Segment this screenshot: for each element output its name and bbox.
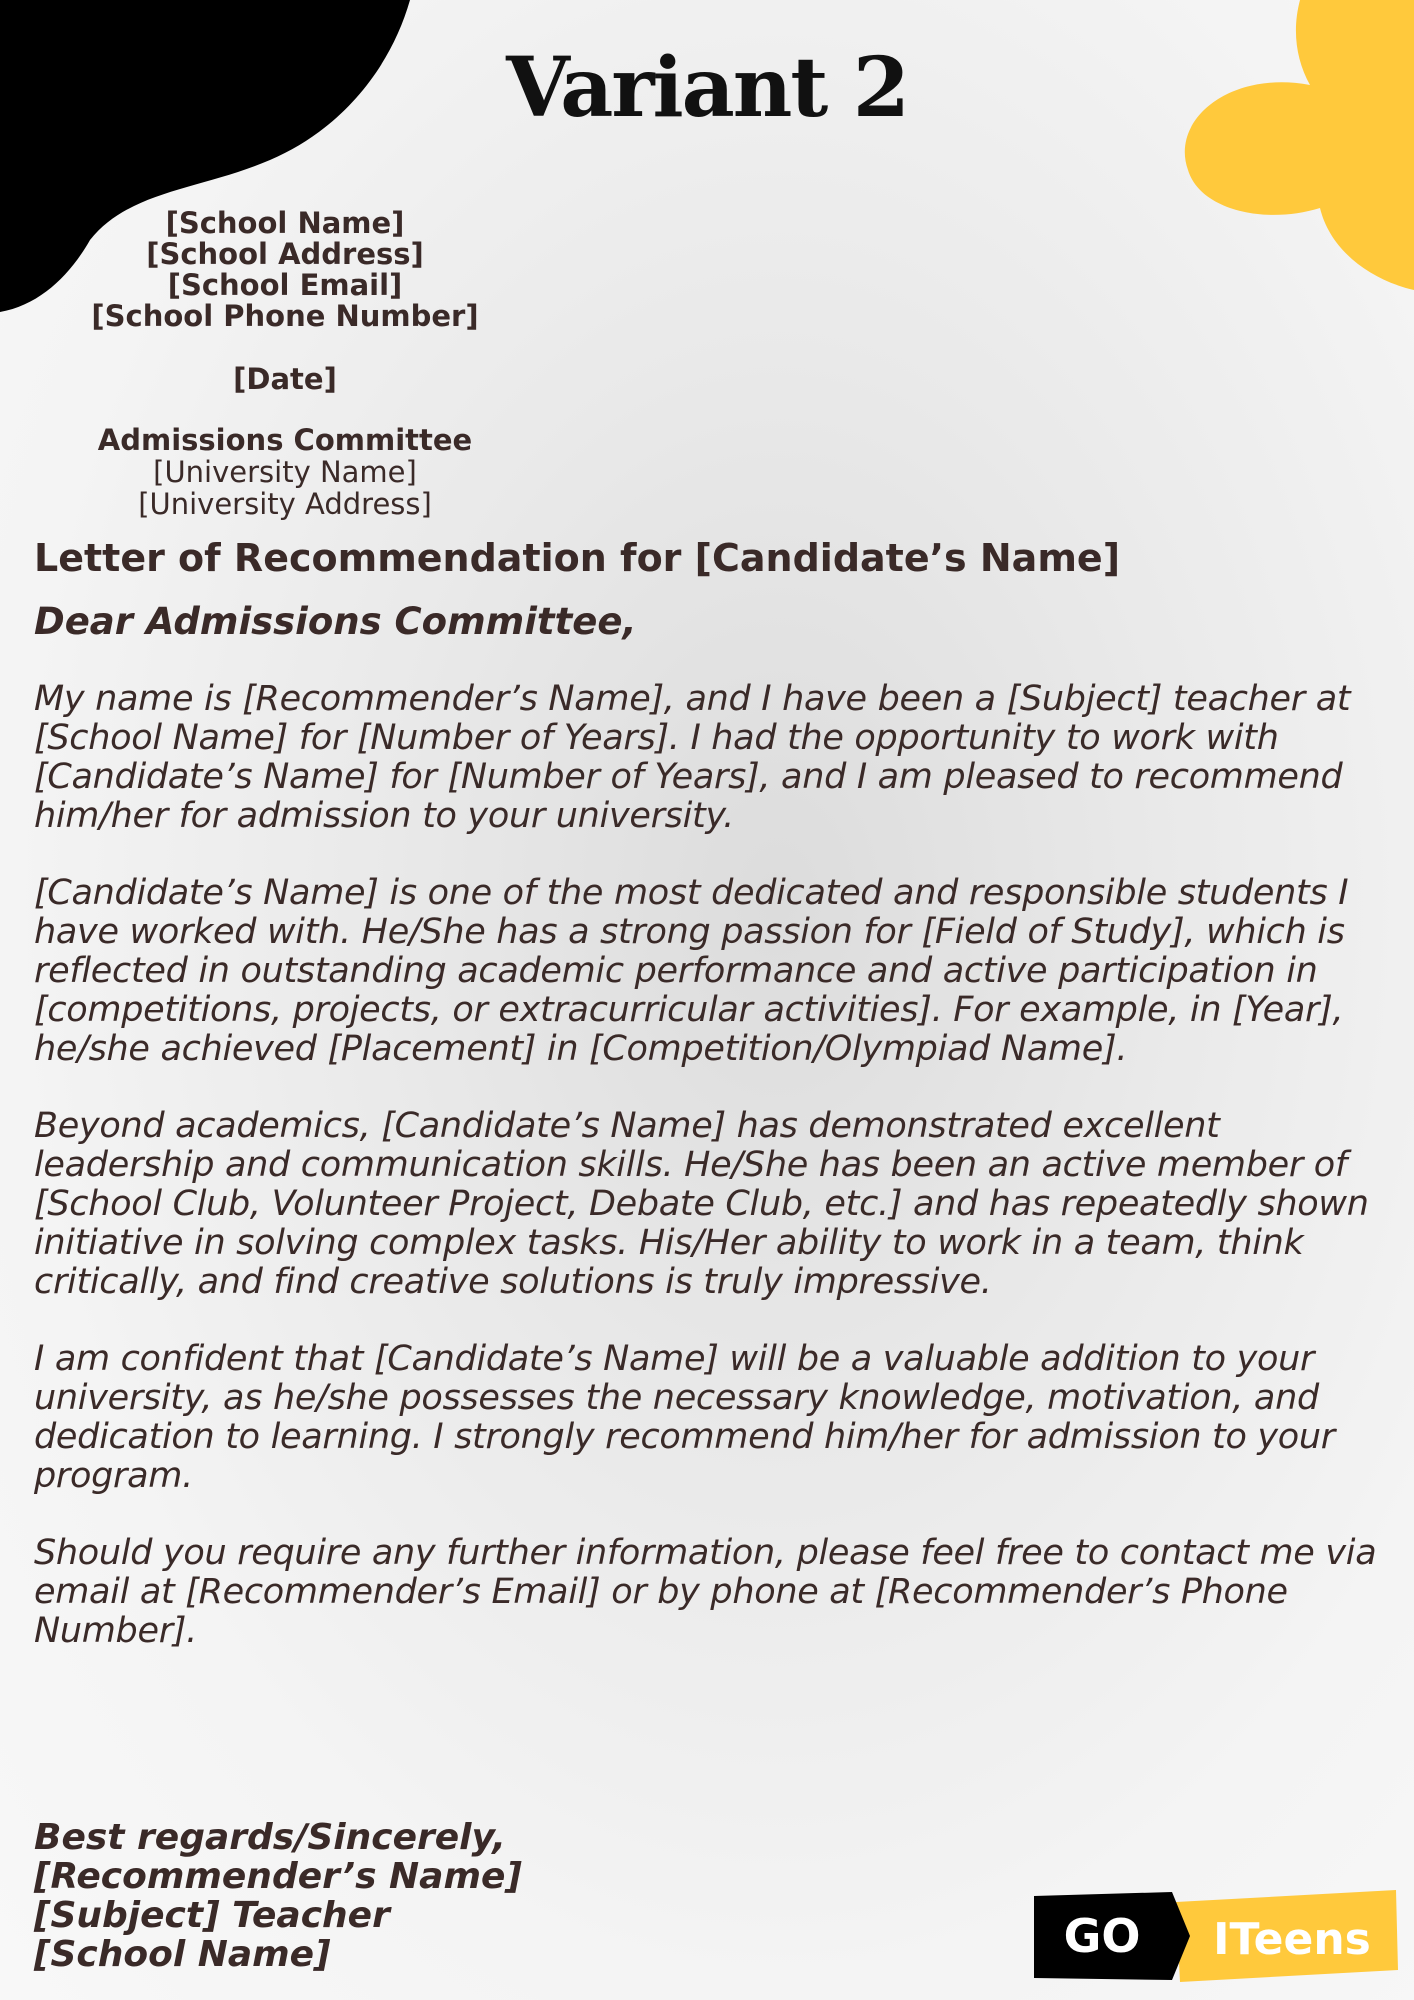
school-name: [School Name]	[165, 206, 405, 240]
recommender-role: [Subject] Teacher	[34, 1895, 390, 1936]
page-title: Variant 2	[506, 40, 908, 136]
letter-body	[34, 680, 1384, 1689]
sender-header	[70, 208, 500, 520]
school-email: [School Email]	[167, 268, 403, 302]
school-phone: [School Phone Number]	[91, 299, 479, 333]
letter-title: Letter of Recommendation for [Candidate’s Name]	[34, 536, 1121, 580]
recipient-committee: Admissions Committee	[97, 423, 473, 457]
paragraph: Beyond academics, [Candidate’s Name] has demonstrated excellent leadership and communication skills. He/She has been an active member of [School Club, Volunteer Project, Debate Club, etc.] and has repeatedly shown initiative in solving complex tasks. His/Her ability to work in a team, think critically, and find creative solutions is truly impressive.	[34, 1106, 1369, 1302]
logo-go-text: GO	[1063, 1909, 1141, 1963]
paragraph: I am confident that [Candidate’s Name] will be a valuable addition to your university, as he/she possesses the necessary knowledge, motivation, and dedication to learning. I strongly recommend him/her for admission to your program.	[34, 1339, 1335, 1496]
letter-date: [Date]	[233, 362, 337, 396]
closing: Best regards/Sincerely,	[34, 1817, 506, 1858]
paragraph: My name is [Recommender’s Name], and I have been a [Subject] teacher at [School Name] for [Number of Years]. I had the opportunity to work with [Candidate’s Name] for [Number of Years], and I am pleased to recommend him/her for admission to your university.	[34, 679, 1351, 836]
salutation: Dear Admissions Committee,	[34, 600, 637, 643]
university-name: [University Name]	[153, 455, 417, 489]
university-address: [University Address]	[138, 487, 432, 521]
school-address: [School Address]	[146, 237, 424, 271]
signature-block	[34, 1818, 522, 1974]
goiteens-logo	[1034, 1888, 1400, 1984]
paragraph: Should you require any further information, please feel free to contact me via email at [Recommender’s Email] or by phone at [Recommender’s Phone Number].	[34, 1533, 1377, 1651]
paragraph: [Candidate’s Name] is one of the most dedicated and responsible students I have worked with. He/She has a strong passion for [Field of Study], which is reflected in outstanding academic performance and active participation in [competitions, projects, or extracurricular activities]. For example, in [Year], he/she achieved [Placement] in [Competition/Olympiad Name].	[34, 873, 1349, 1069]
logo-iteens-text: ITeens	[1213, 1914, 1371, 1965]
recommender-school: [School Name]	[34, 1934, 331, 1975]
recommender-name: [Recommender’s Name]	[34, 1856, 522, 1897]
